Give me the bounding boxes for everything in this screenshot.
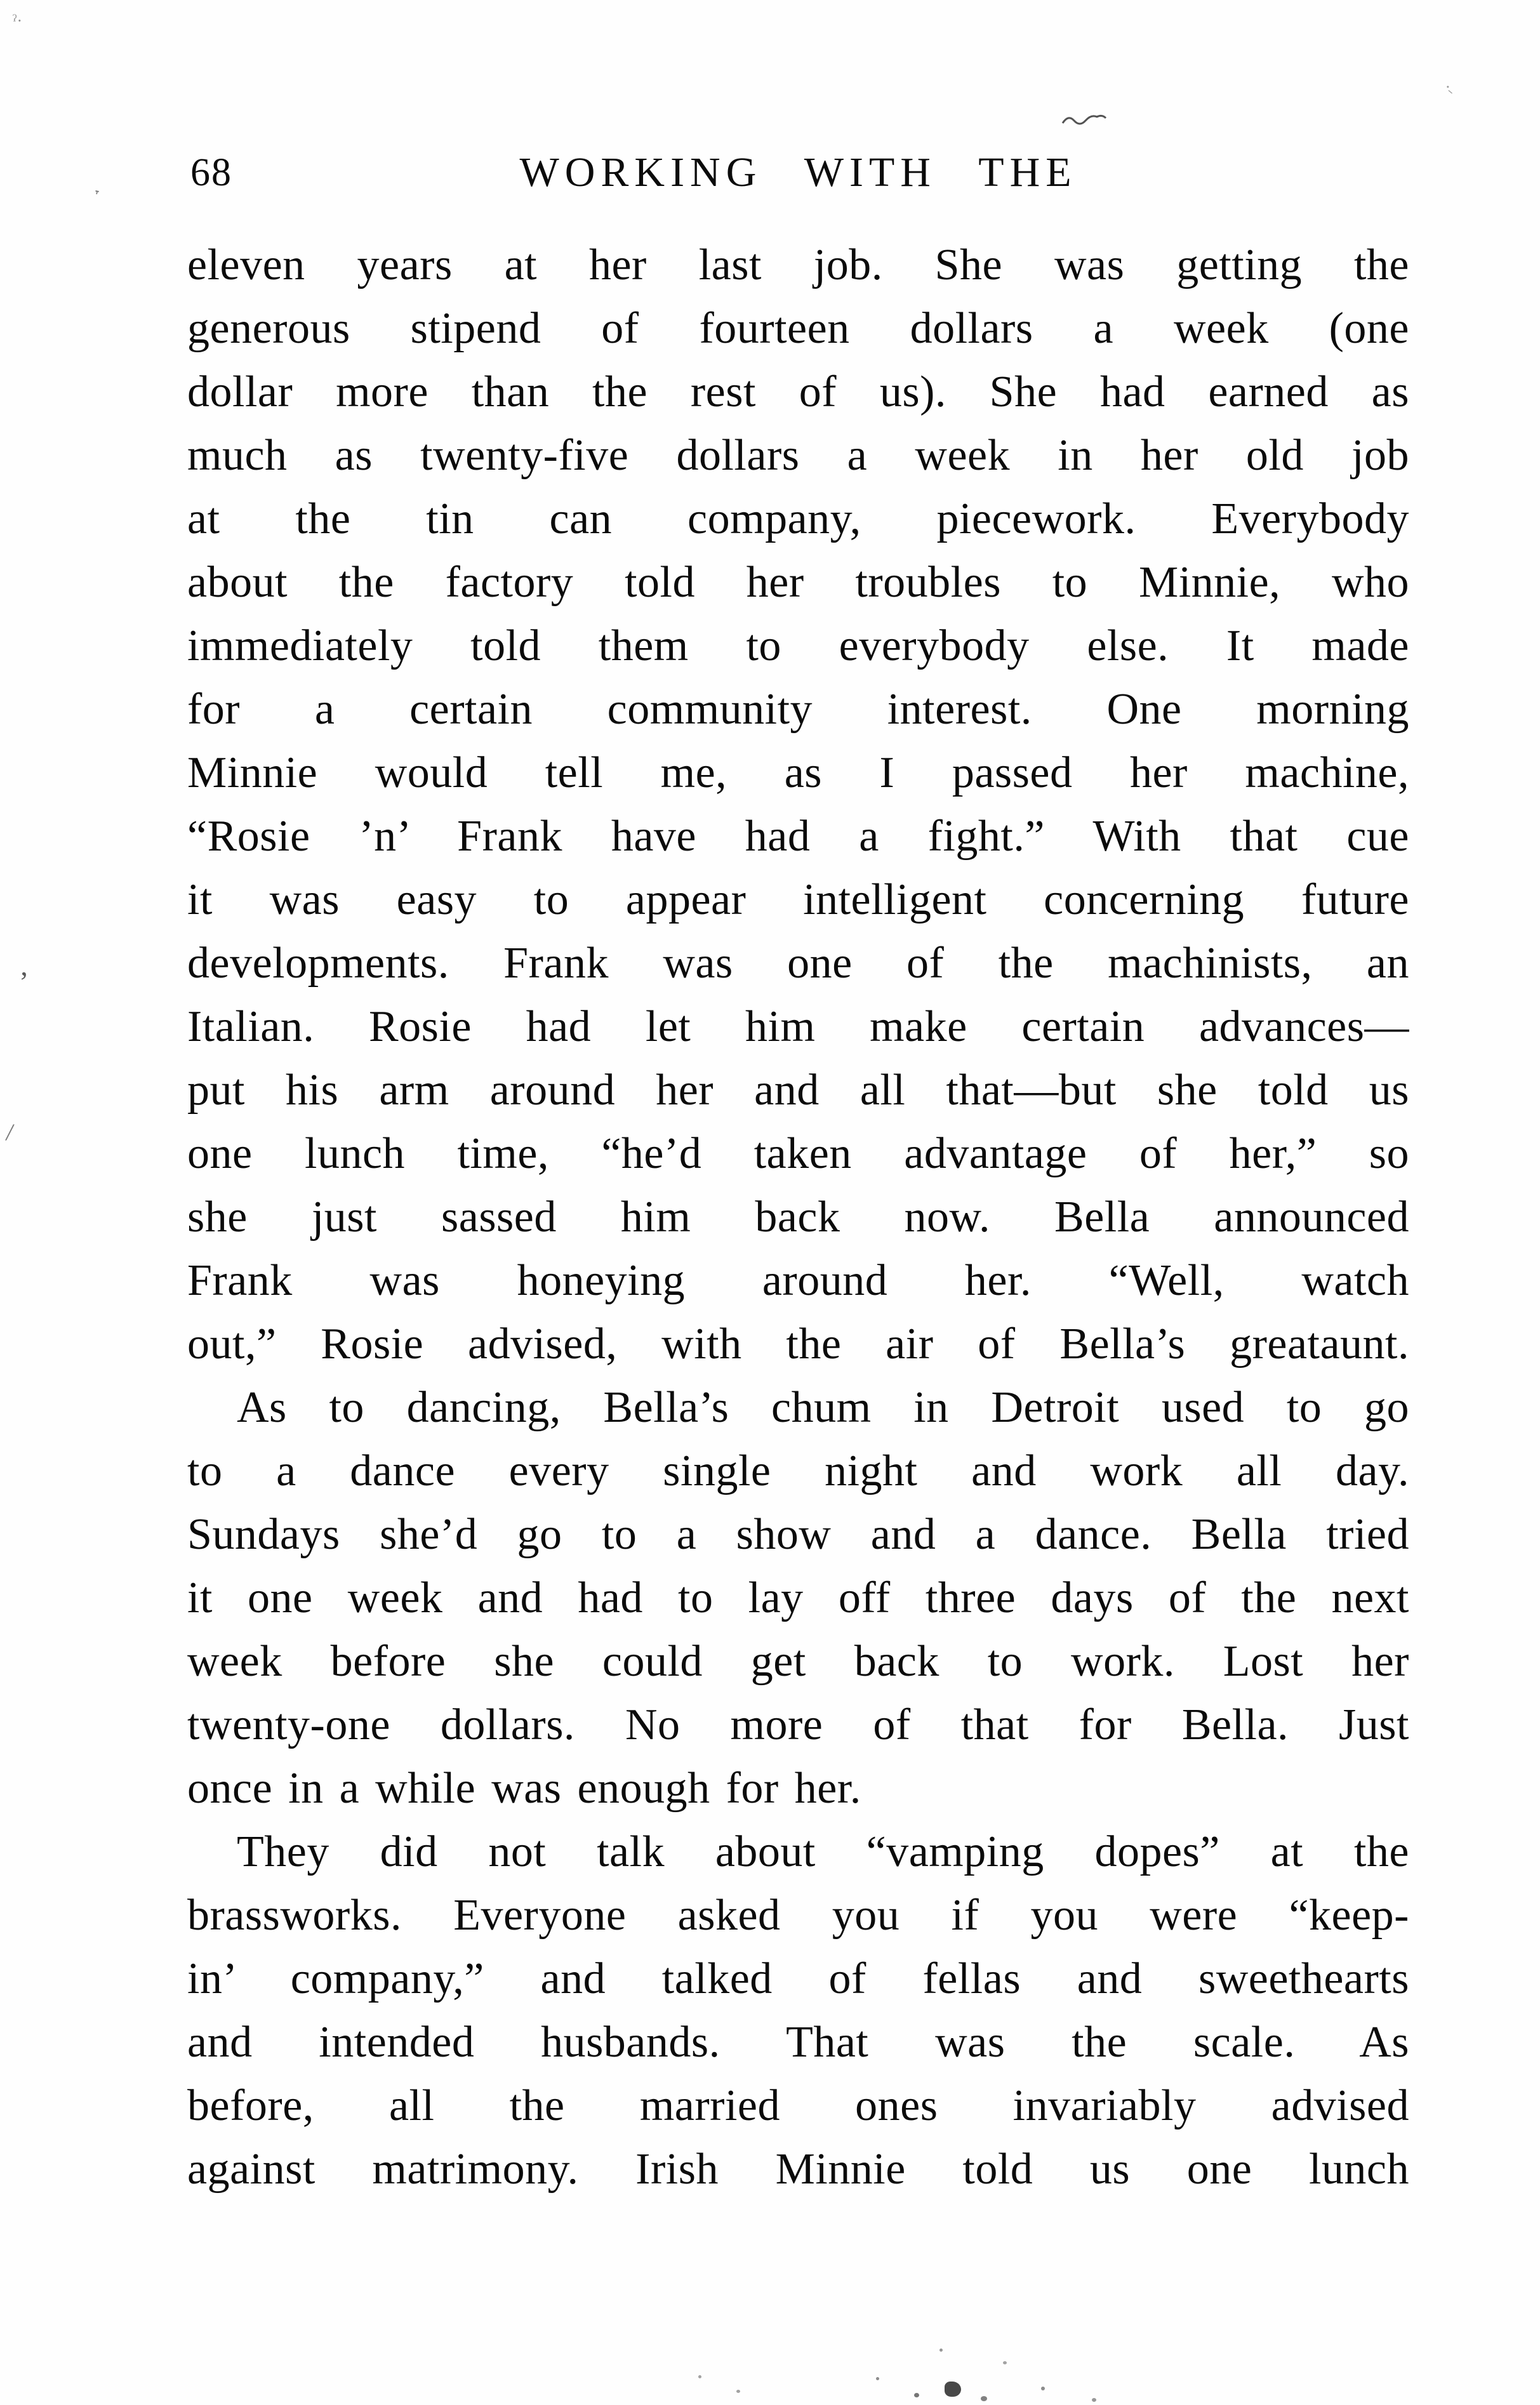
text-line: “Rosie ’n’ Frank have had a fight.” With that cue [187,812,1409,861]
text-line: out,” Rosie advised, with the air of Bella’s greataunt. [187,1320,1409,1368]
noise-dot [1092,2398,1096,2402]
text-line: much as twenty-five dollars a week in her old job [187,431,1409,480]
noise-dot [939,2349,943,2352]
text-line: at the tin can company, piecework. Everybody [187,494,1409,543]
scan-artifact-slash: / [4,1117,16,1147]
text-line: eleven years at her last job. She was getting the [187,241,1409,289]
text-line: Sundays she’d go to a show and a dance. Bella tried [187,1510,1409,1559]
text-line: to a dance every single night and work all day. [187,1447,1409,1495]
text-line: week before she could get back to work. Lost her [187,1637,1409,1686]
text-line: before, all the married ones invariably advised [187,2081,1409,2130]
noise-dot [914,2393,919,2397]
text-line: against matrimony. Irish Minnie told us one lunch [187,2145,1409,2194]
noise-dot [1041,2387,1045,2390]
noise-dot [698,2375,701,2378]
text-line: Italian. Rosie had let him make certain advances— [187,1002,1409,1051]
text-line: brassworks. Everyone asked you if you were “keep- [187,1891,1409,1940]
text-line: immediately told them to everybody else. It made [187,621,1409,670]
text-line-paragraph-start: As to dancing, Bella’s chum in Detroit used to go [237,1383,1409,1432]
text-line: it one week and had to lay off three days of the next [187,1574,1409,1622]
running-title: WORKING WITH THE [519,149,1077,195]
noise-dot [945,2382,961,2397]
scan-artifact-speck: ․ˍ [1443,76,1462,95]
noise-dot [981,2396,987,2401]
text-line: one lunch time, “he’d taken advantage of her,” so [187,1129,1409,1178]
text-line: generous stipend of fourteen dollars a week (one [187,304,1409,353]
text-line: and intended husbands. That was the scale. As [187,2018,1409,2067]
page-header [187,147,1409,198]
text-line: Frank was honeying around her. “Well, watch [187,1256,1409,1305]
text-line: in’ company,” and talked of fellas and sweethearts [187,1954,1409,2003]
scan-artifact-squiggle [1061,113,1107,129]
noise-dot [736,2390,740,2393]
text-line-paragraph-end: once in a while was enough for her. [187,1764,861,1813]
text-line: it was easy to appear intelligent concerning future [187,875,1409,924]
text-line: Minnie would tell me, as I passed her machine, [187,748,1409,797]
text-line: twenty-one dollars. No more of that for Bella. Just [187,1700,1409,1749]
text-line: for a certain community interest. One morning [187,685,1409,734]
text-line: developments. Frank was one of the machinists, an [187,939,1409,988]
text-line: put his arm around her and all that—but she told us [187,1066,1409,1115]
scan-artifact-check: ˕ [91,177,104,202]
scan-artifact-speck: ˀ· [13,11,23,30]
body-text [187,234,1409,2201]
page-number: 68 [190,151,232,194]
scan-artifact-comma: ’ [19,965,29,998]
noise-dot [1003,2361,1007,2364]
text-line: dollar more than the rest of us). She had earned as [187,368,1409,416]
text-line-paragraph-start: They did not talk about “vamping dopes” at the [237,1827,1409,1876]
noise-dot [876,2377,879,2380]
text-line: she just sassed him back now. Bella announced [187,1193,1409,1242]
text-line: about the factory told her troubles to Minnie, who [187,558,1409,607]
